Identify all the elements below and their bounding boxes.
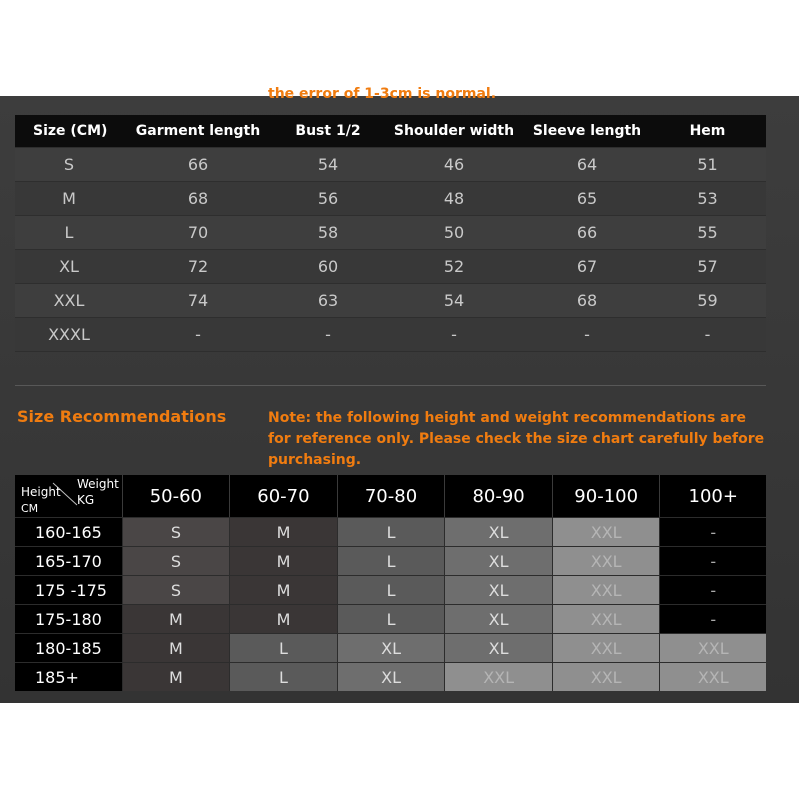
corner-height-label: Height	[21, 485, 61, 499]
recommended-size-cell: M	[229, 547, 337, 575]
measurement-cell: 74	[187, 291, 209, 310]
recommended-size-cell: L	[337, 547, 445, 575]
recommended-size-cell: XXL	[552, 518, 660, 546]
recommended-size-cell: S	[122, 547, 230, 575]
table-row	[15, 216, 766, 250]
recommended-size-cell: L	[229, 663, 337, 691]
recommended-size-cell: -	[659, 518, 766, 546]
weight-header: 70-80	[337, 475, 445, 517]
header-bust: Bust 1/2	[295, 123, 361, 139]
recommendations-note: Note: the following height and weight recommendations are for reference only. Please check the size chart carefully before purchasing.	[268, 410, 765, 468]
measurement-cell: 55	[697, 223, 718, 242]
header-sleeve-length: Sleeve length	[532, 123, 642, 139]
height-label: 175-180	[15, 605, 122, 633]
table-row	[15, 182, 766, 216]
weight-header: 90-100	[552, 475, 660, 517]
table-row	[15, 284, 766, 318]
size-guide-panel	[0, 86, 799, 703]
recommendations-body	[15, 517, 766, 691]
recommended-size-cell: -	[659, 547, 766, 575]
weight-header: 60-70	[229, 475, 337, 517]
size-chart-header-row	[15, 115, 766, 148]
header-hem: Hem	[689, 123, 726, 139]
measurement-cell: 63	[317, 291, 339, 310]
size-label: L	[64, 223, 74, 242]
table-row	[15, 517, 766, 546]
measurement-cell: 67	[576, 257, 598, 276]
table-row	[15, 662, 766, 691]
recommended-size-cell: L	[337, 605, 445, 633]
recommended-size-cell: M	[229, 605, 337, 633]
measurement-cell: 68	[576, 291, 598, 310]
size-label: M	[62, 189, 76, 208]
recommended-size-cell: XXL	[552, 605, 660, 633]
recommended-size-cell: M	[122, 605, 230, 633]
weight-header: 50-60	[122, 475, 230, 517]
weight-header: 100+	[659, 475, 766, 517]
recommendations-title: Size Recommendations	[17, 407, 227, 426]
recommendations-header-row	[15, 475, 766, 517]
measurement-cell: 66	[187, 155, 209, 174]
size-label: XL	[59, 257, 79, 276]
measurement-cell: 51	[697, 155, 718, 174]
measurement-cell: 56	[317, 189, 339, 208]
size-label: XXL	[53, 291, 85, 310]
recommended-size-cell: XL	[337, 663, 445, 691]
measurement-cell: 65	[576, 189, 598, 208]
recommended-size-cell: XL	[444, 634, 552, 662]
height-label: 160-165	[15, 518, 122, 546]
recommended-size-cell: XL	[444, 547, 552, 575]
measurement-cell: 59	[697, 291, 718, 310]
recommended-size-cell: XXL	[552, 576, 660, 604]
table-row	[15, 318, 766, 352]
corner-cm-label: CM	[21, 502, 39, 515]
recommended-size-cell: -	[659, 605, 766, 633]
table-row	[15, 575, 766, 604]
height-label: 165-170	[15, 547, 122, 575]
measurement-cell: 68	[187, 189, 209, 208]
measurement-cell: 60	[317, 257, 339, 276]
measurement-cell: 50	[443, 223, 465, 242]
measurement-cell: 72	[187, 257, 209, 276]
recommended-size-cell: XXL	[659, 663, 766, 691]
recommended-size-cell: XL	[444, 518, 552, 546]
corner-kg-label: KG	[77, 493, 95, 507]
recommendations-table	[15, 475, 766, 691]
corner-cell	[15, 475, 122, 517]
height-label: 185+	[15, 663, 122, 691]
recommended-size-cell: XL	[444, 576, 552, 604]
error-note: the error of 1-3cm is normal.	[268, 86, 497, 102]
corner-weight-label: Weight	[77, 477, 119, 491]
height-label: 175 -175	[15, 576, 122, 604]
table-row	[15, 604, 766, 633]
recommended-size-cell: XL	[337, 634, 445, 662]
header-shoulder-width: Shoulder width	[393, 123, 515, 139]
size-chart-table	[15, 115, 766, 352]
recommended-size-cell: M	[122, 663, 230, 691]
measurement-cell: 57	[697, 257, 718, 276]
measurement-cell: 66	[576, 223, 598, 242]
measurement-cell: 48	[443, 189, 465, 208]
measurement-cell: 46	[443, 155, 465, 174]
measurement-cell: 64	[576, 155, 598, 174]
recommended-size-cell: L	[337, 576, 445, 604]
recommended-size-cell: XXL	[444, 663, 552, 691]
table-row	[15, 546, 766, 575]
table-row	[15, 633, 766, 662]
size-label: XXXL	[48, 325, 90, 344]
recommended-size-cell: M	[122, 634, 230, 662]
measurement-cell: 53	[697, 189, 718, 208]
recommended-size-cell: S	[122, 576, 230, 604]
measurement-cell: 58	[317, 223, 339, 242]
header-garment-length: Garment length	[135, 123, 261, 139]
measurement-cell: 54	[317, 155, 339, 174]
measurement-cell: -	[451, 325, 457, 344]
weight-header: 80-90	[444, 475, 552, 517]
recommended-size-cell: XL	[444, 605, 552, 633]
measurement-cell: -	[195, 325, 201, 344]
recommended-size-cell: -	[659, 576, 766, 604]
table-row	[15, 148, 766, 182]
measurement-cell: 52	[443, 257, 465, 276]
measurement-cell: -	[704, 325, 711, 344]
recommended-size-cell: XXL	[552, 634, 660, 662]
section-divider	[15, 385, 766, 386]
table-row	[15, 250, 766, 284]
recommended-size-cell: XXL	[552, 663, 660, 691]
measurement-cell: -	[325, 325, 331, 344]
recommended-size-cell: M	[229, 518, 337, 546]
measurement-cell: -	[584, 325, 590, 344]
recommended-size-cell: L	[229, 634, 337, 662]
recommended-size-cell: L	[337, 518, 445, 546]
measurement-cell: 54	[443, 291, 465, 310]
recommended-size-cell: XXL	[552, 547, 660, 575]
size-chart-body	[15, 148, 766, 352]
recommended-size-cell: XXL	[659, 634, 766, 662]
recommended-size-cell: M	[229, 576, 337, 604]
size-label: S	[63, 155, 75, 174]
measurement-cell: 70	[187, 223, 209, 242]
height-label: 180-185	[15, 634, 122, 662]
recommended-size-cell: S	[122, 518, 230, 546]
header-size: Size (CM)	[33, 123, 108, 139]
